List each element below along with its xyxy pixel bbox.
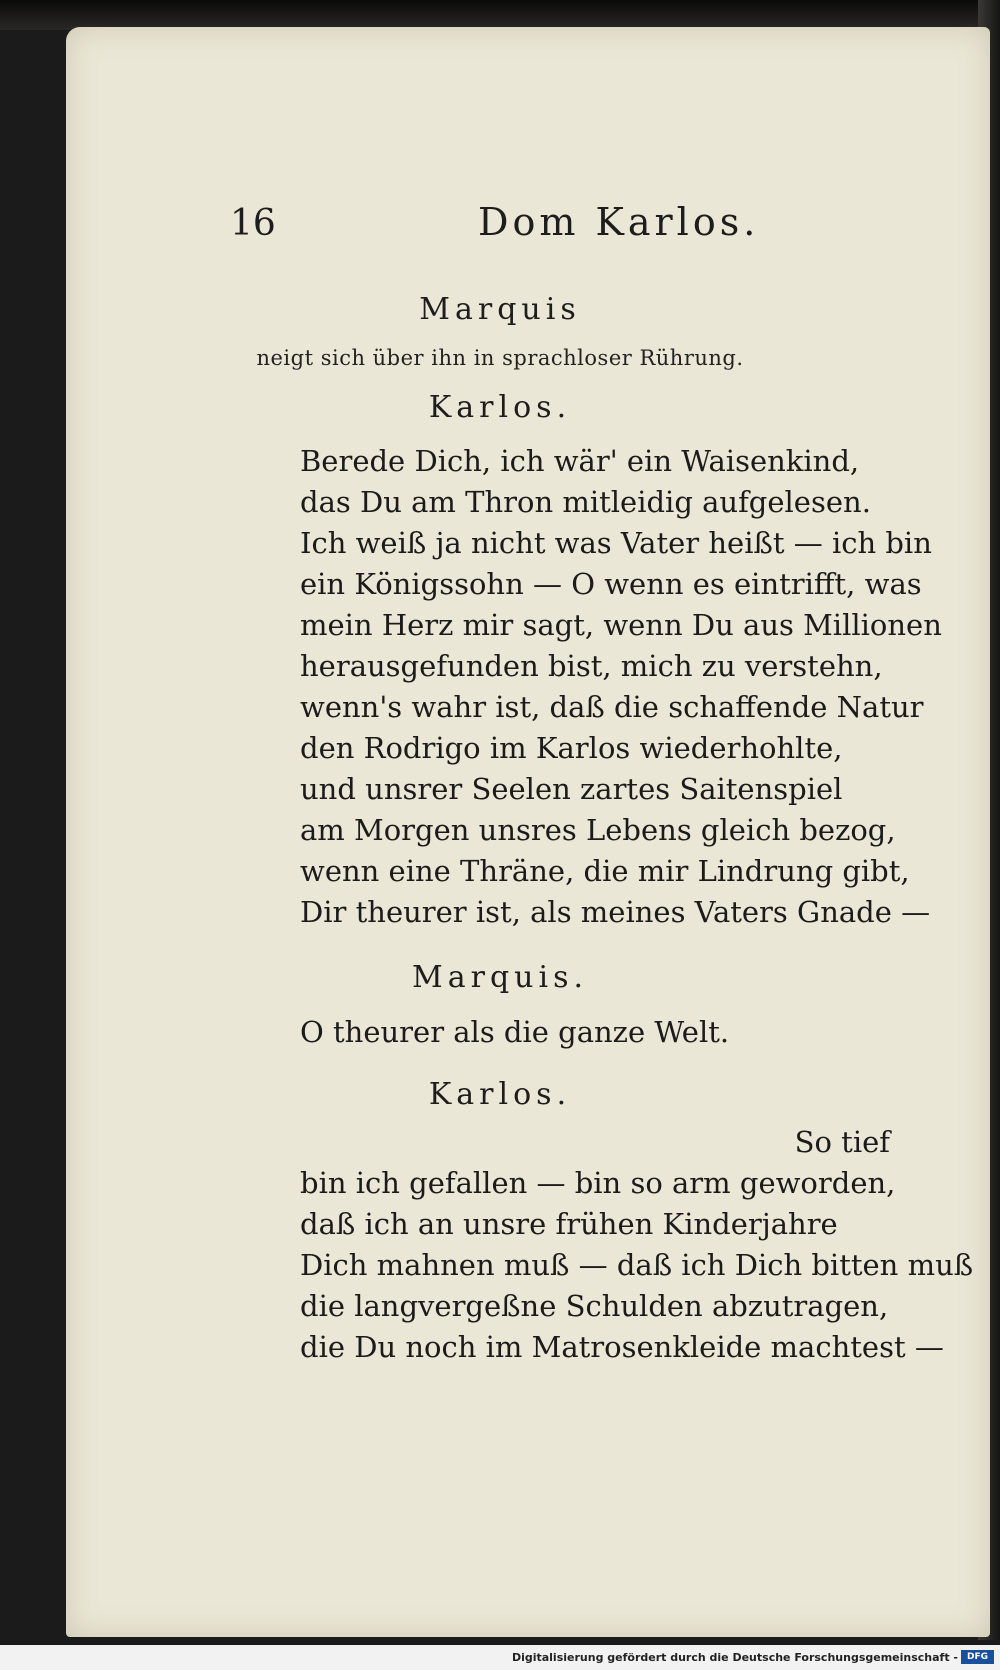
verse-line: ein Königssohn — O wenn es eintrifft, was bbox=[300, 567, 922, 601]
verse-line: die langvergeßne Schulden abzutragen, bbox=[300, 1289, 889, 1323]
verse-line: Dir theurer ist, als meines Vaters Gnade — bbox=[300, 895, 931, 929]
verse-line: mein Herz mir sagt, wenn Du aus Millionen bbox=[300, 608, 942, 642]
verse-line: wenn's wahr ist, daß die schaffende Natur bbox=[300, 690, 924, 724]
verse-line: die Du noch im Matrosenkleide machtest — bbox=[300, 1330, 944, 1364]
verse-line: den Rodrigo im Karlos wiederhohlte, bbox=[300, 731, 843, 765]
verse-line: und unsrer Seelen zartes Saitenspiel bbox=[300, 772, 843, 806]
speaker-karlos: Karlos. bbox=[428, 1077, 572, 1112]
speaker-karlos: Karlos. bbox=[428, 390, 572, 425]
book-spine-edge bbox=[0, 0, 1000, 30]
speaker-marquis: Marquis bbox=[419, 292, 581, 327]
verse-line: daß ich an unsre frühen Kinderjahre bbox=[300, 1207, 838, 1241]
verse-line: Berede Dich, ich wär' ein Waisenkind, bbox=[300, 444, 860, 478]
verse-line: Ich weiß ja nicht was Vater heißt — ich bin bbox=[300, 526, 932, 560]
running-head: Dom Karlos. bbox=[478, 200, 760, 244]
verse-line: herausgefunden bist, mich zu verstehn, bbox=[300, 649, 883, 683]
page-number: 16 bbox=[230, 203, 276, 244]
verse-line: Dich mahnen muß — daß ich Dich bitten muß bbox=[300, 1248, 974, 1282]
verse-line: am Morgen unsres Lebens gleich bezog, bbox=[300, 813, 896, 847]
verse-line: wenn eine Thräne, die mir Lindrung gibt, bbox=[300, 854, 910, 888]
verse-line: O theurer als die ganze Welt. bbox=[300, 1015, 730, 1049]
verse-line-indented: So tief bbox=[794, 1125, 890, 1159]
speaker-marquis: Marquis. bbox=[412, 960, 588, 995]
dfg-logo: DFG bbox=[961, 1650, 994, 1664]
verse-line: das Du am Thron mitleidig aufgelesen. bbox=[300, 485, 871, 519]
funding-notice: Digitalisierung gefördert durch die Deutsche Forschungsgemeinschaft - bbox=[511, 1651, 958, 1664]
stage-direction: neigt sich über ihn in sprachloser Rührung. bbox=[256, 346, 744, 370]
verse-line: bin ich gefallen — bin so arm geworden, bbox=[300, 1166, 896, 1200]
